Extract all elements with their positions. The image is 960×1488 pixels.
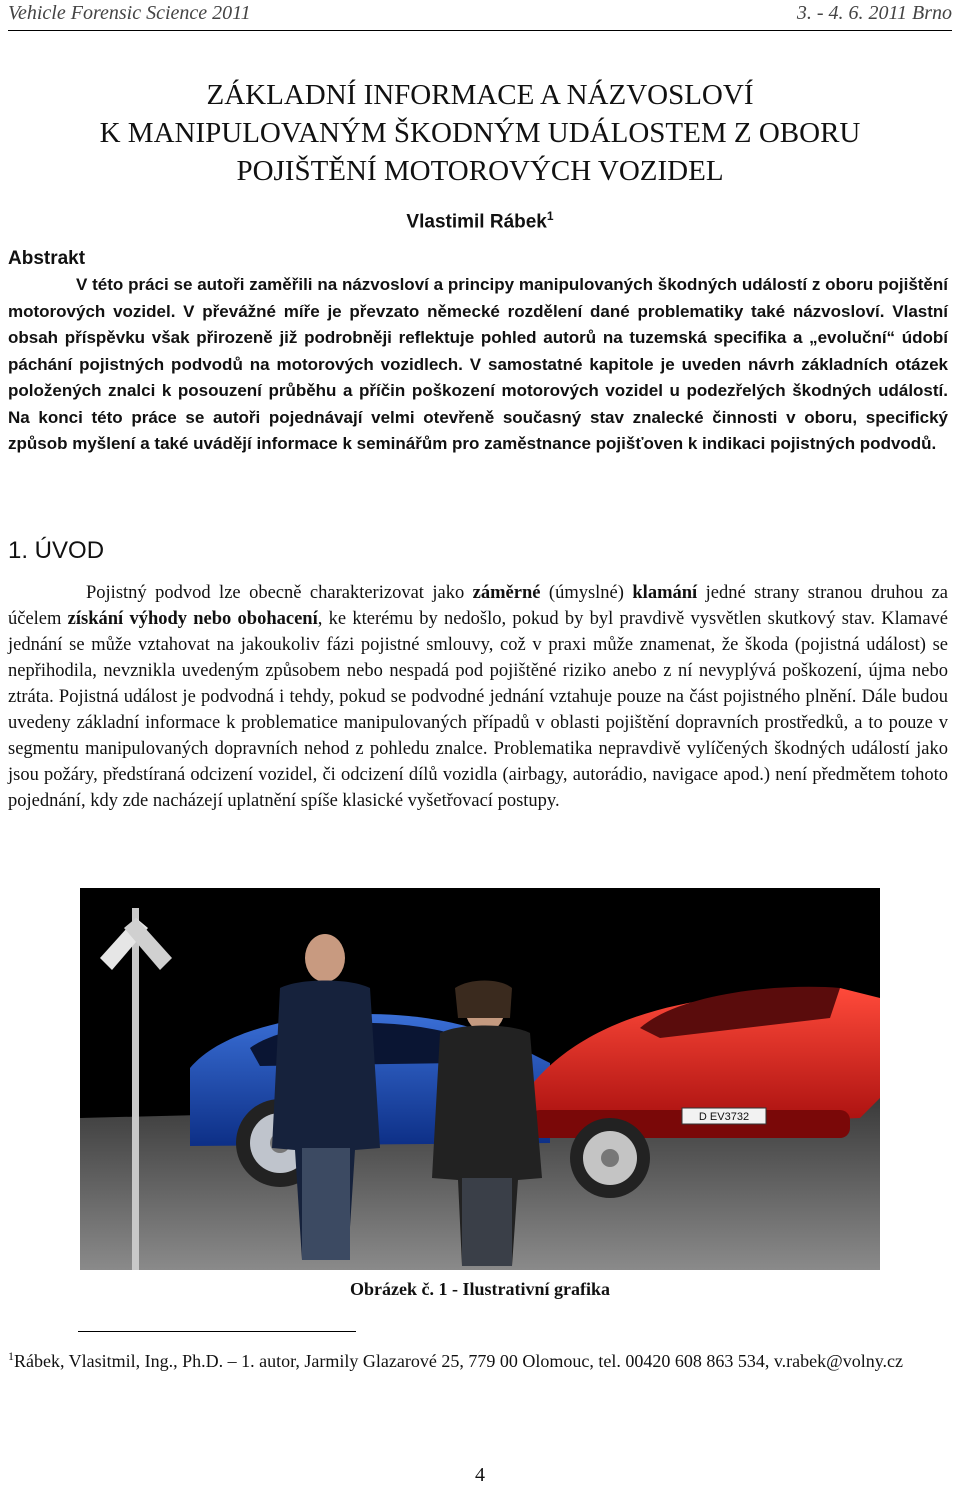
header-date-place: 3. - 4. 6. 2011 Brno <box>796 2 952 24</box>
title-line-1: ZÁKLADNÍ INFORMACE A NÁZVOSLOVÍ <box>206 79 754 111</box>
abstract-text <box>8 272 948 458</box>
para-text-4: , ke kterému by nedošlo, pokud by byl pravdivě vysvětlen skutkový stav. Klamavé jednání se může vztahovat na jakoukoliv fázi pojistné smlouvy, což v praxi může znamenat, že škoda (pojistná událost) se nepřihodila, nevznikla uvedeným způsobem nebo nespadá pod pojištěné riziko anebo z ní nevyplývá poškození, újma nebo ztráta. Pojistná událost je podvodná i tehdy, pokud se podvodné jednání vztahuje pouze na část pojistného plnění. Dále budou uvedeny základní informace k problematice manipulovaných případů v oblasti pojištění dopravních prostředků, a to pouze v segmentu manipulovaných dopravních nehod z pohledu znalce. Problematika nepravdivě vylíčených škodných událostí jako jsou požáry, předstíraná odcizení vozidel, či odcizení dílů vozidla (airbagy, autorádio, navigace apod.) není předmětem tohoto pojednání, kdy zde nacházejí uplatnění spíše klasické vyšetřovací postupy. <box>8 609 948 811</box>
para-bold-3: získání výhody nebo obohacení <box>67 609 318 629</box>
title-line-3: POJIŠTĚNÍ MOTOROVÝCH VOZIDEL <box>236 155 724 187</box>
author <box>0 209 960 233</box>
page-number: 4 <box>475 1464 485 1486</box>
footnote-rule <box>78 1331 356 1332</box>
running-header <box>8 0 952 31</box>
para-bold-2: klamání <box>632 583 698 603</box>
footnote <box>8 1344 948 1374</box>
para-text-3: jedné strany stranou druhou za účelem <box>8 583 948 629</box>
paper-title <box>0 76 960 190</box>
abstract-body: V této práci se autoři zaměřili na názvosloví a principy manipulovaných škodných událostí z oboru pojištění motorových vozidel. V převážné míře je převzato německé rozdělení dané problematiky také názvosloví. Vlastní obsah příspěvku však přirozeně již podrobněji reflektuje pohled autorů na tuzemská specifika a „evoluční“ údobí páchání pojistných podvodů na motorových vozidlech. V samostatné kapitole je uveden návrh základních otázek položených znalci k posouzení průběhu a příčin poškození motorových vozidel u podezřelých škodných událostí. Na konci této práce se autoři pojednávají velmi otevřeně současný stav znalecké činnosti v oboru, specifický způsob myšlení a také uvádějí informace k seminářům pro zaměstnance pojišťoven k indikaci pojistných podvodů. <box>8 275 948 453</box>
title-line-2: K MANIPULOVANÝM ŠKODNÝM UDÁLOSTEM Z OBORU <box>99 117 861 149</box>
header-conference: Vehicle Forensic Science 2011 <box>8 2 251 24</box>
illustrative-photo <box>80 888 880 1270</box>
footnote-mark: 1 <box>8 1349 14 1363</box>
figure-caption: Obrázek č. 1 - Ilustrativní grafika <box>350 1279 610 1299</box>
license-plate-text: D EV3732 <box>698 1111 750 1123</box>
author-name: Vlastimil Rábek <box>406 211 547 233</box>
section-paragraph <box>8 580 948 814</box>
para-text-1: Pojistný podvod lze obecně charakterizovat jako <box>86 583 473 603</box>
footnote-text: Rábek, Vlasitmil, Ing., Ph.D. – 1. autor, Jarmily Glazarové 25, 779 00 Olomouc, tel. 00420 608 863 534, v.rabek@volny.cz <box>14 1351 904 1371</box>
para-text-2: (úmyslné) <box>540 583 633 603</box>
abstract-heading: Abstrakt <box>8 248 86 269</box>
section-heading: 1. ÚVOD <box>8 537 105 564</box>
author-footnote-mark: 1 <box>546 209 554 223</box>
para-bold-1: záměrné <box>472 583 541 603</box>
